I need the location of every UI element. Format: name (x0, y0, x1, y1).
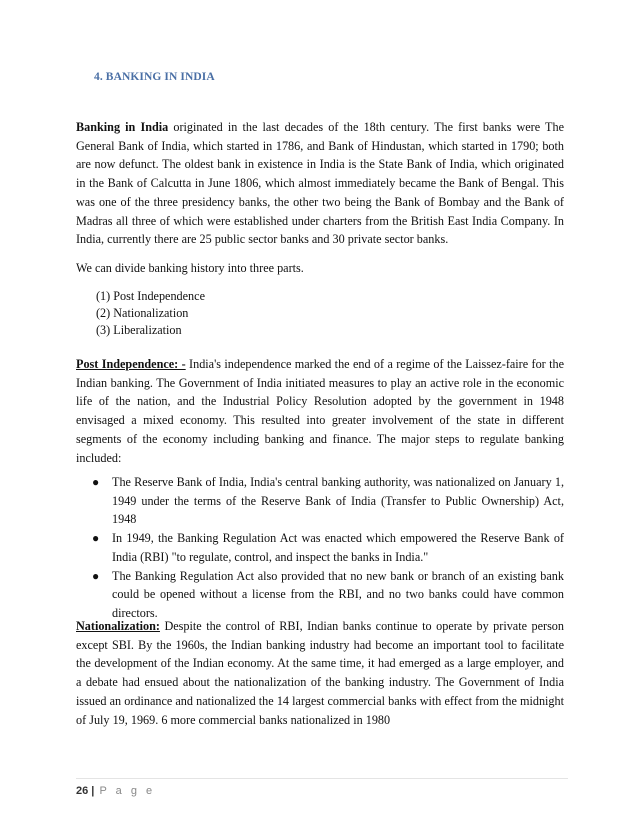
page-number: 26 (76, 785, 89, 797)
bullet-icon: ● (92, 531, 100, 546)
post-independence-lead: Post Independence: - (76, 357, 186, 371)
paragraph-intro (76, 118, 564, 249)
history-parts-list (96, 288, 205, 338)
footer-separator: | (88, 785, 98, 797)
list-item: (1) Post Independence (96, 289, 205, 303)
intro-text: originated in the last decades of the 18th century. The first banks were The General Bank of India, which started in 1786, and Bank of Hindustan, which started in 1790; both are now defunct. The oldest bank in existence in India is the State Bank of India, which originated in the Bank of Calcutta in June 1806, which almost immediately became the Bank of Bengal. This was one of the three presidency banks, the other two being the Bank of Bombay and the Bank of Madras all three of which were established under charters from the British East India Company. In India, currently there are 25 public sector banks and 30 private sector banks. (76, 120, 564, 247)
list-item: (3) Liberalization (96, 322, 182, 337)
list-item: (2) Nationalization (96, 305, 189, 320)
bullet-text: The Reserve Bank of India, India's central banking authority, was nationalized on January 1, 1949 under the terms of the Reserve Bank of India (Transfer to Public Ownership) Act, 1948 (112, 475, 564, 527)
bullet-icon: ● (92, 475, 100, 489)
paragraph-post-independence (76, 355, 564, 467)
list-item (92, 567, 564, 623)
bullet-text: The Banking Regulation Act also provided that no new bank or branch of an existing bank could be opened without a license from the RBI, and no two banks could have common directors. (112, 568, 564, 620)
page-label: P a g e (99, 785, 156, 797)
regulation-steps-list (92, 473, 564, 623)
list-item (92, 473, 564, 529)
post-independence-text: India's independence marked the end of a regime of the Laissez-faire for the Indian banking. The Government of India initiated measures to play an active role in the economic life of the nation, and the Industrial Policy Resolution adopted by the government in 1948 envisaged a mixed economy. This resulted into greater involvement of the state in different segments of the economy including banking and finance. The major steps to regulate banking included: (76, 357, 564, 465)
nationalization-lead: Nationalization: (76, 619, 160, 633)
bullet-text: In 1949, the Banking Regulation Act was enacted which empowered the Reserve Bank of India (RBI) "to regulate, control, and inspect the banks in India." (112, 531, 564, 564)
paragraph-history-parts: We can divide banking history into three parts. (76, 261, 304, 275)
intro-lead: Banking in India (76, 120, 169, 134)
bullet-icon: ● (92, 568, 100, 583)
footer-divider (76, 778, 568, 779)
paragraph-nationalization (76, 617, 564, 729)
list-item (92, 529, 564, 566)
section-heading: 4. BANKING IN INDIA (94, 71, 215, 83)
nationalization-text: Despite the control of RBI, Indian banks continue to operate by private person except SBI. By the 1960s, the Indian banking industry had become an important tool to facilitate the development of the Indian economy. At the same time, it had emerged as a large employer, and a debate had ensued about the nationalization of the banking industry. The Government of India issued an ordinance and nationalized the 14 largest commercial banks with effect from the midnight of July 19, 1969. 6 more commercial banks nationalized in 1980 (76, 619, 564, 727)
page-footer (76, 785, 155, 797)
